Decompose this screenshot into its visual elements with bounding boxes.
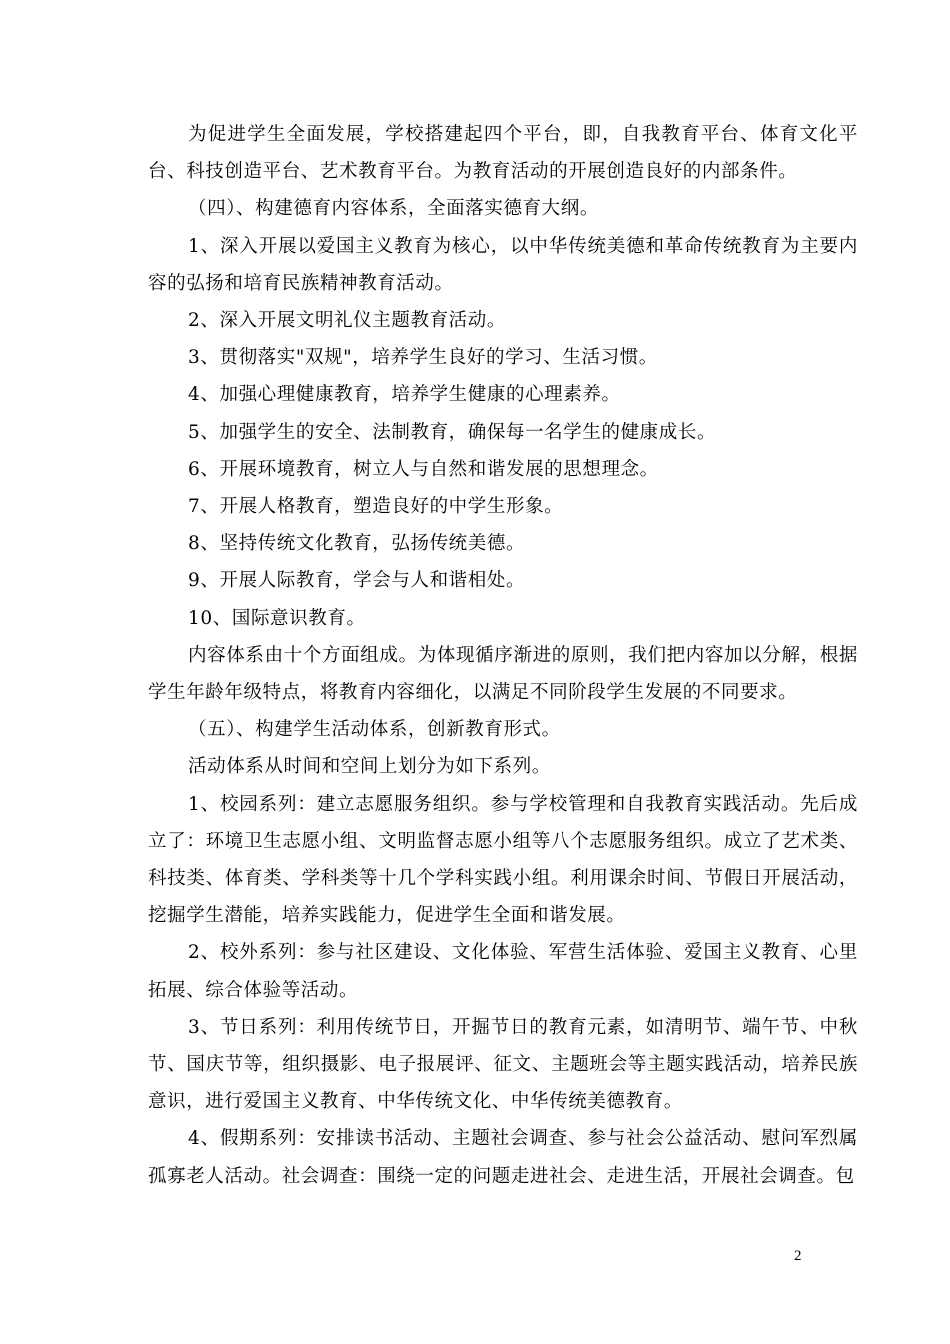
list-item: 8、坚持传统文化教育，弘扬传统美德。 xyxy=(188,533,526,555)
list-item: 4、假期系列：安排读书活动、主题社会调查、参与社会公益活动、慰问军烈属孤寡老人活动。社会调查：围绕一定的问题走进社会、走进生活，开展社会调查。包 xyxy=(148,1128,858,1187)
paragraph-activity-intro: 活动体系从时间和空间上划分为如下系列。 xyxy=(188,756,551,778)
list-item: 9、开展人际教育，学会与人和谐相处。 xyxy=(188,570,526,592)
section-heading-5: （五）、构建学生活动体系，创新教育形式。 xyxy=(188,719,561,741)
list-item: 6、开展环境教育，树立人与自然和谐发展的思想理念。 xyxy=(188,458,659,480)
list-item: 1、校园系列：建立志愿服务组织。参与学校管理和自我教育实践活动。先后成立了：环境卫生志愿小组、文明监督志愿小组等八个志愿服务组织。成立了艺术类、科技类、体育类、学科类等十几个学科实践小组。利用课余时间、节假日开展活动，挖掘学生潜能，培养实践能力，促进学生全面和谐发展。 xyxy=(148,793,858,927)
list-item: 5、加强学生的安全、法制教育，确保每一名学生的健康成长。 xyxy=(188,421,717,443)
list-item: 3、贯彻落实"双规"，培养学生良好的学习、生活习惯。 xyxy=(188,347,658,369)
paragraph-platforms: 为促进学生全面发展，学校搭建起四个平台，即，自我教育平台、体育文化平台、科技创造平台、艺术教育平台。为教育活动的开展创造良好的内部条件。 xyxy=(148,124,858,183)
document-body xyxy=(148,116,858,1195)
list-item: 3、节日系列：利用传统节日，开掘节日的教育元素，如清明节、端午节、中秋节、国庆节等，组织摄影、电子报展评、征文、主题班会等主题实践活动，培养民族意识，进行爱国主义教育、中华传统文化、中华传统美德教育。 xyxy=(148,1016,858,1113)
page-number: 2 xyxy=(794,1248,802,1264)
list-item: 2、深入开展文明礼仪主题教育活动。 xyxy=(188,310,506,332)
list-item: 1、深入开展以爱国主义教育为核心，以中华传统美德和革命传统教育为主要内容的弘扬和培育民族精神教育活动。 xyxy=(148,235,858,294)
list-item: 4、加强心理健康教育，培养学生健康的心理素养。 xyxy=(188,384,621,406)
paragraph-content-system: 内容体系由十个方面组成。为体现循序渐进的原则，我们把内容加以分解，根据学生年龄年级特点，将教育内容细化，以满足不同阶段学生发展的不同要求。 xyxy=(148,644,858,704)
list-item: 7、开展人格教育，塑造良好的中学生形象。 xyxy=(188,496,564,518)
list-item: 10、国际意识教育。 xyxy=(188,607,366,629)
list-item: 2、校外系列：参与社区建设、文化体验、军营生活体验、爱国主义教育、心里拓展、综合体验等活动。 xyxy=(148,942,858,1001)
section-heading-4: （四）、构建德育内容体系，全面落实德育大纲。 xyxy=(188,198,599,220)
